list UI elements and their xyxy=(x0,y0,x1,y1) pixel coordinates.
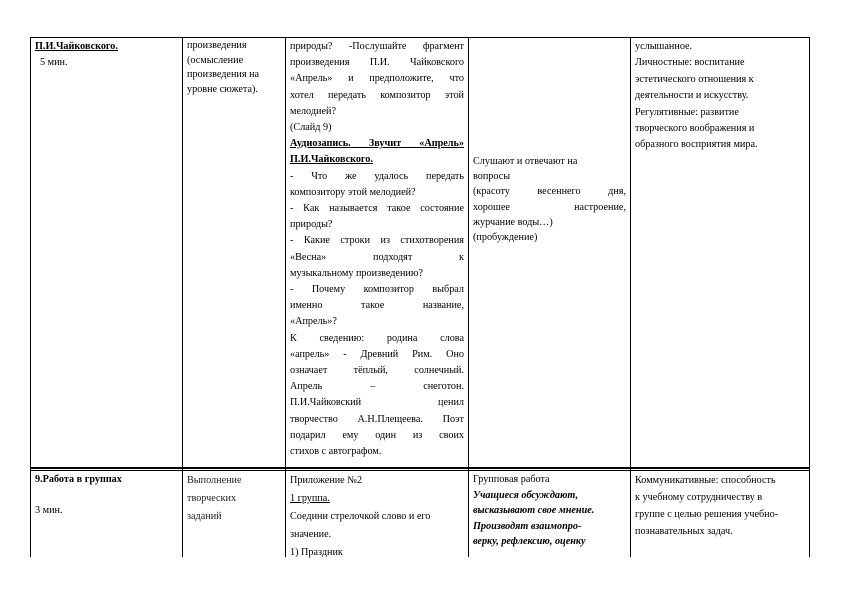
info-line: творчество А.Н.Плещеева. Поэт xyxy=(290,413,464,425)
row2-teacher-cell xyxy=(290,472,464,562)
row1-goal-cell xyxy=(187,39,283,97)
outcome-line: познавательных задач. xyxy=(635,526,733,537)
student-line: Учащиеся обсуждают, xyxy=(473,489,579,501)
audio-heading: Аудиозапись. Звучит «Апрель» xyxy=(290,138,464,150)
info-line: Апрель – снеготон. xyxy=(290,381,464,393)
goal-line: произведения xyxy=(187,40,247,51)
slide-reference: (Слайд 9) xyxy=(290,122,332,134)
goal-line: заданий xyxy=(187,511,222,522)
row2-goal-cell xyxy=(187,472,283,526)
audio-heading: П.И.Чайковского. xyxy=(290,154,373,166)
task-item: 1) Праздник xyxy=(290,547,343,558)
row2-stage-cell xyxy=(35,472,180,518)
student-line: Групповая работа xyxy=(473,474,550,485)
goal-line: Выполнение xyxy=(187,475,242,486)
outcome-line: к учебному сотрудничеству в xyxy=(635,492,763,503)
stage-title: 9.Работа в группах xyxy=(35,474,122,485)
outcome-line: Личностные: воспитание xyxy=(635,57,745,69)
student-line: журчание воды…) xyxy=(473,216,553,228)
info-line: подарил ему один из своих xyxy=(290,429,464,441)
student-line: высказывают свое мнение. xyxy=(473,505,595,516)
student-line: хорошее настроение, xyxy=(473,201,626,213)
student-line: Производят взаимопро- xyxy=(473,520,582,532)
question-line: - Какие строки из стихотворения xyxy=(290,235,464,247)
question-line: - Что же удалось передать xyxy=(290,170,464,182)
goal-line: произведения на xyxy=(187,69,260,80)
outcome-line: Коммуникативные: способность xyxy=(635,475,776,486)
outcome-line: группе с целью решения учебно- xyxy=(635,509,779,520)
column-divider-3 xyxy=(468,37,469,557)
info-line: означает тёплый, солнечный. xyxy=(290,365,464,377)
row-divider xyxy=(30,467,810,469)
outcome-line: творческого воображения и xyxy=(635,123,755,135)
teacher-line: природы? -Послушайте фрагмент xyxy=(290,41,464,52)
question-line: - Почему композитор выбрал xyxy=(290,284,464,296)
question-line: «Апрель»? xyxy=(290,316,337,328)
question-line: именно такое название, xyxy=(290,300,464,312)
student-line: вопросы xyxy=(473,171,511,183)
task-line: значение. xyxy=(290,529,332,540)
stage-duration: 3 мин. xyxy=(35,504,63,516)
stage-duration: 5 мин. xyxy=(40,56,68,68)
group-label: 1 группа. xyxy=(290,493,330,504)
table-top-border xyxy=(30,37,810,38)
goal-line: творческих xyxy=(187,493,237,504)
outcome-line: эстетического отношения к xyxy=(635,73,754,85)
goal-line: (осмысление xyxy=(187,54,244,66)
column-divider-1 xyxy=(182,37,183,557)
teacher-line: «Апрель» и предположите, что xyxy=(290,73,464,85)
question-line: природы? xyxy=(290,219,333,231)
question-line: «Весна» подходят к xyxy=(290,251,464,263)
row2-outcomes-cell xyxy=(635,472,807,540)
outcome-line: услышанное. xyxy=(635,41,693,52)
row1-outcomes-cell xyxy=(635,39,807,154)
info-line: К сведению: родина слова xyxy=(290,332,464,344)
question-line: - Как называется такое состояние xyxy=(290,203,464,215)
student-line: (красоту весеннего дня, xyxy=(473,186,626,198)
row1-stage-cell xyxy=(35,39,180,70)
row-divider-thin xyxy=(30,470,810,471)
outcome-line: образного восприятия мира. xyxy=(635,139,758,151)
column-divider-2 xyxy=(285,37,286,557)
info-line: «апрель» - Древний Рим. Оно xyxy=(290,348,464,360)
task-line: Соедини стрелочкой слово и его xyxy=(290,511,431,522)
question-line: музыкальному произведению? xyxy=(290,267,423,279)
outcome-line: Регулятивные: развитие xyxy=(635,106,739,118)
outcome-line: деятельности и искусству. xyxy=(635,90,749,102)
student-line: верку, рефлексию, оценку xyxy=(473,536,586,547)
goal-line: уровне сюжета). xyxy=(187,83,258,95)
student-line: Слушают и отвечают на xyxy=(473,156,578,167)
student-line: (пробуждение) xyxy=(473,232,538,244)
row1-teacher-cell xyxy=(290,39,464,460)
column-divider-4 xyxy=(630,37,631,557)
info-line: П.И.Чайковский ценил xyxy=(290,397,464,409)
table-left-border xyxy=(30,37,31,557)
info-line: стихов с автографом. xyxy=(290,446,382,458)
question-line: композитору этой мелодией? xyxy=(290,186,416,198)
stage-title: П.И.Чайковского. xyxy=(35,41,118,52)
row2-student-cell xyxy=(473,472,626,550)
row1-student-cell xyxy=(473,154,626,245)
table-right-border xyxy=(809,37,810,557)
teacher-line: произведения П.И. Чайковского xyxy=(290,57,464,69)
appendix-label: Приложение №2 xyxy=(290,475,363,486)
teacher-line: хотел передать композитор этой xyxy=(290,89,464,101)
teacher-line: мелодией? xyxy=(290,105,336,117)
